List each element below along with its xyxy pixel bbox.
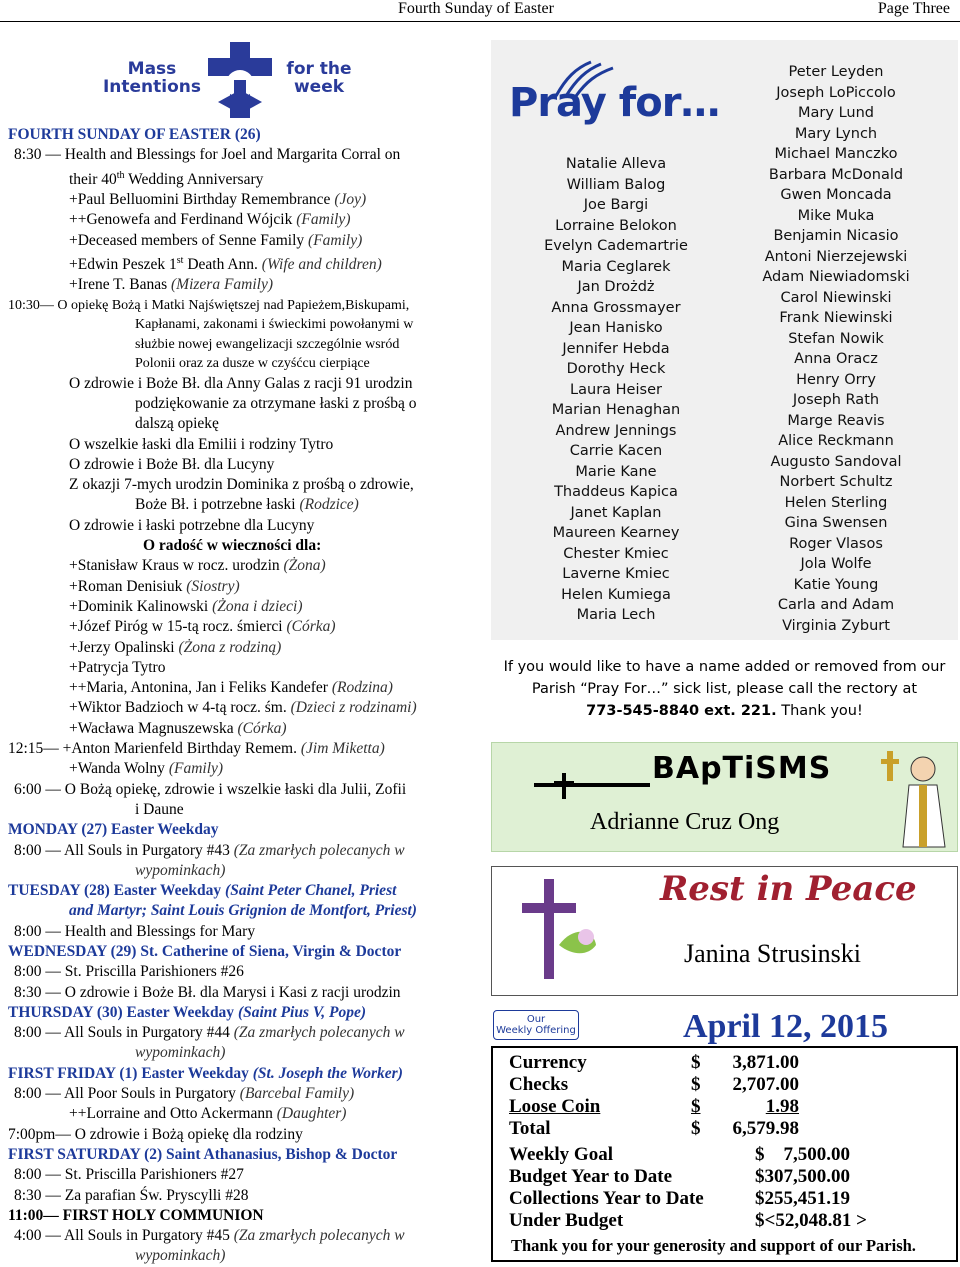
pray-for-name: Benjamin Nicasio xyxy=(773,228,899,244)
mass-intention-line xyxy=(8,759,478,779)
mass-intention-text: 7:00pm— O zdrowie i Bożą opiekę dla rodziny xyxy=(8,1125,303,1143)
pray-for-note xyxy=(491,656,958,722)
mass-intention-line xyxy=(8,922,478,942)
pray-for-name: Helen Kumiega xyxy=(561,586,671,603)
mass-intention-text: +Irene T. Banas xyxy=(69,276,171,294)
offering-date: April 12, 2015 xyxy=(683,1008,888,1045)
mass-intention-text: (Za zmarłych polecanych w xyxy=(233,1227,405,1245)
pray-for-name: Anna Grossmayer xyxy=(551,299,681,316)
mass-intention-text: (Mizera Family) xyxy=(171,276,274,294)
mass-intention-line xyxy=(8,841,478,861)
pray-for-name: Peter Leyden xyxy=(788,64,884,80)
baptisms-panel xyxy=(491,742,958,852)
mass-intention-text: O wszelkie łaski dla Emilii i rodziny Tytro xyxy=(69,435,334,453)
mass-intention-text: (St. Joseph the Worker) xyxy=(252,1064,403,1082)
mass-intention-line xyxy=(8,881,478,901)
mass-intention-line xyxy=(8,901,478,921)
mass-intention-line xyxy=(8,597,478,617)
mass-intention-text: th xyxy=(116,169,125,181)
mass-intention-line xyxy=(8,1023,478,1043)
offering-goal-label: Weekly Goal xyxy=(509,1144,613,1165)
baptisms-title: BApTiSMS xyxy=(652,751,832,786)
page-header xyxy=(0,0,960,22)
pray-for-name: Gwen Moncada xyxy=(780,187,892,203)
mass-intention-text: O zdrowie i Boże Bł. dla Lucyny xyxy=(69,455,275,473)
rest-in-peace-panel xyxy=(491,866,958,996)
offering-goal-label: Budget Year to Date xyxy=(509,1166,673,1187)
logo-left-text: Mass Intentions xyxy=(102,59,202,97)
mass-intention-line xyxy=(8,617,478,637)
mass-intention-text: 10:30— O opiekę Bożą i Matki Najświętszej nad Papieżem,Biskupami, xyxy=(8,297,410,313)
mass-intentions-list xyxy=(8,125,478,1267)
mass-intention-text: (Córka) xyxy=(286,618,336,636)
offering-row-label: Currency xyxy=(509,1052,587,1073)
mass-intention-text: służbie nowej ewangelizacji szczególnie wsród xyxy=(135,336,400,352)
mass-intention-text: 8:00 — St. Priscilla Parishioners #26 xyxy=(14,963,244,981)
pray-for-name: Augusto Sandoval xyxy=(770,453,902,470)
offering-goal-label: Collections Year to Date xyxy=(509,1188,704,1209)
pray-for-name: Adam Niewiadomski xyxy=(762,269,910,285)
mass-intention-line xyxy=(8,678,478,698)
mass-intention-line xyxy=(8,1165,478,1185)
pray-for-name: Maria Ceglarek xyxy=(561,258,671,275)
mass-intention-text: 8:30 — Health and Blessings for Joel and Margarita Corral on xyxy=(14,146,401,164)
pray-for-name: Janet Kaplan xyxy=(570,504,662,521)
offering-row-amount: 6,579.98 xyxy=(732,1118,799,1139)
mass-intention-line xyxy=(8,335,478,355)
mass-intention-text: +Edwin Peszek 1 xyxy=(69,256,177,274)
mass-intention-text: ++Lorraine and Otto Ackermann xyxy=(69,1105,277,1123)
mass-intention-line xyxy=(8,577,478,597)
mass-intention-text: (Rodzice) xyxy=(299,496,359,514)
pray-for-name: Mike Muka xyxy=(797,207,875,224)
mass-intention-text: 8:00 — All Souls in Purgatory #43 xyxy=(14,841,234,859)
offering-goal-amount: $ 7,500.00 xyxy=(755,1144,850,1165)
rip-title: Rest in Peace xyxy=(660,869,917,909)
pray-for-name: Marge Reavis xyxy=(787,412,885,429)
mass-intention-line xyxy=(8,1226,478,1246)
pray-for-name: Anna Oracz xyxy=(794,351,878,367)
mass-intention-line xyxy=(8,354,478,374)
mass-intention-text: 8:30 — O zdrowie i Boże Bł. dla Marysi i Kasi z racji urodzin xyxy=(14,983,401,1001)
mass-intention-text: ++Genowefa and Ferdinand Wójcik xyxy=(69,211,297,229)
mass-intention-text: FOURTH SUNDAY OF EASTER (26) xyxy=(8,126,261,143)
pray-for-name: Joe Bargi xyxy=(583,197,649,213)
mass-intention-text: +Jerzy Opalinski xyxy=(69,638,179,656)
offering-row-amount: 1.98 xyxy=(765,1096,799,1117)
mass-intentions-column xyxy=(0,30,485,1265)
offering-goal-label: Under Budget xyxy=(509,1210,624,1231)
mass-intention-line xyxy=(8,414,478,434)
pray-for-name: Jean Hanisko xyxy=(569,320,663,336)
mass-intention-text: +Wacława Magnuszewska xyxy=(69,719,238,737)
mass-intention-line xyxy=(8,1084,478,1104)
offering-row-currency: $ xyxy=(691,1118,701,1139)
pray-for-name: Laverne Kmiec xyxy=(562,566,670,582)
pray-for-name: Joseph LoPiccolo xyxy=(776,84,896,101)
header-title: Fourth Sunday of Easter xyxy=(398,0,554,17)
mass-intention-text: Wedding Anniversary xyxy=(124,170,264,188)
mass-intention-text: (Family) xyxy=(308,231,363,249)
mass-intention-line xyxy=(8,698,478,718)
mass-intention-text: st xyxy=(176,254,184,266)
pray-for-name: Jola Wolfe xyxy=(800,556,872,572)
mass-intention-line xyxy=(8,455,478,475)
mass-intention-line xyxy=(8,1043,478,1063)
mass-intention-text: +Wanda Wolny xyxy=(69,760,169,778)
pray-for-name: Jan Drożdż xyxy=(577,279,655,295)
mass-intention-line xyxy=(8,1206,478,1226)
mass-intention-line xyxy=(8,435,478,455)
mass-intention-text: +Dominik Kalinowski xyxy=(69,597,213,615)
pray-for-name: Laura Heiser xyxy=(570,381,662,398)
pray-note-line1: If you would like to have a name added or removed from our xyxy=(503,659,946,675)
priest-baptizing-icon xyxy=(877,745,955,849)
logo-right-text: for the week xyxy=(286,59,352,97)
mass-intention-text: (Za zmarłych polecanych w xyxy=(233,1024,405,1042)
mass-intention-line xyxy=(8,210,478,230)
mass-intention-text: 8:00 — All Souls in Purgatory #44 xyxy=(14,1024,234,1042)
pray-for-name: Thaddeus Kapica xyxy=(554,484,678,500)
mass-intention-line xyxy=(8,231,478,251)
mass-intention-text: MONDAY (27) Easter Weekday xyxy=(8,821,219,839)
pray-for-name: Stefan Nowik xyxy=(788,330,884,347)
mass-intention-text: (Family) xyxy=(168,760,224,778)
mass-intention-line xyxy=(8,495,478,515)
mass-intention-text: 11:00— FIRST HOLY COMMUNION xyxy=(8,1206,264,1224)
pray-for-name: Helen Sterling xyxy=(784,494,888,511)
offering-goal-amount: $<52,048.81 > xyxy=(755,1210,867,1231)
mass-intention-text: Boże Bł. i potrzebne łaski xyxy=(135,496,300,514)
pray-for-name: Mary Lynch xyxy=(794,125,878,142)
mass-intention-text: (Rodzina) xyxy=(331,679,393,697)
mass-intention-line xyxy=(8,962,478,982)
pray-for-name: Jennifer Hebda xyxy=(562,340,670,357)
offering-row-amount: 2,707.00 xyxy=(732,1074,799,1095)
mass-intention-line xyxy=(8,942,478,962)
mass-intention-line xyxy=(8,145,478,165)
mass-intention-line xyxy=(8,1186,478,1206)
mass-intention-line xyxy=(8,556,478,576)
mass-intention-text: Kapłanami, zakonami i świeckimi powołanymi w xyxy=(135,317,414,333)
mass-intention-line xyxy=(8,1064,478,1084)
offering-thanks: Thank you for your generosity and support of our Parish. xyxy=(511,1236,916,1255)
mass-intention-line xyxy=(8,1145,478,1165)
pray-for-name: Carrie Kacen xyxy=(569,443,663,459)
pray-for-name: Barbara McDonald xyxy=(768,166,904,183)
pray-for-name: Roger Vlasos xyxy=(789,535,883,552)
mass-intention-line xyxy=(8,1246,478,1266)
mass-intention-text: Death Ann. xyxy=(183,256,262,274)
pray-for-name: Dorothy Heck xyxy=(566,361,666,377)
pray-for-name: Carla and Adam xyxy=(777,597,895,613)
mass-intention-text: wypominkach) xyxy=(135,1044,226,1062)
offering-table xyxy=(491,1046,958,1262)
baptism-name: Adrianne Cruz Ong xyxy=(590,809,780,835)
pray-for-name: Henry Orry xyxy=(796,371,876,388)
weekly-offering-panel xyxy=(491,1004,958,1262)
mass-intention-text: (Family) xyxy=(296,211,351,229)
pray-for-panel xyxy=(491,40,958,640)
mass-intention-text: +Roman Denisiuk xyxy=(69,577,187,595)
mass-intention-text: FIRST FRIDAY (1) Easter Weekday xyxy=(8,1064,253,1082)
mass-intention-text: (Żona z rodziną) xyxy=(178,638,282,656)
pray-for-name: Lorraine Belokon xyxy=(555,217,677,234)
mass-intention-text: O zdrowie i Boże Bł. dla Anny Galas z racji 91 urodzin xyxy=(69,374,413,392)
mass-intention-line xyxy=(8,719,478,739)
mass-intention-line xyxy=(8,820,478,840)
pray-for-name: Natalie Alleva xyxy=(565,156,667,172)
pray-for-name: Marie Kane xyxy=(575,463,657,480)
mass-intention-text: (Żona i dzieci) xyxy=(212,597,303,615)
baptism-cross-icon xyxy=(532,753,652,803)
pray-note-line2: Parish “Pray For…” sick list, please call the rectory at xyxy=(531,681,918,697)
mass-intention-text: Polonii oraz za dusze w czyśćcu cierpiące xyxy=(135,356,370,372)
mass-intention-line xyxy=(8,125,478,145)
mass-intention-text: ++Maria, Antonina, Jan i Feliks Kandefer xyxy=(69,679,332,697)
mass-intention-text: (Saint Pius V, Pope) xyxy=(237,1003,366,1021)
offering-row-currency: $ xyxy=(691,1096,701,1117)
mass-intention-line xyxy=(8,638,478,658)
mass-intention-text: +Stanisław Kraus w rocz. urodzin xyxy=(69,557,284,575)
mass-intention-text: 4:00 — All Souls in Purgatory #45 xyxy=(14,1227,234,1245)
mass-intention-text: (Za zmarłych polecanych w xyxy=(233,841,405,859)
mass-intention-text: (Jim Miketta) xyxy=(300,740,385,758)
mass-intention-text: 8:00 — Health and Blessings for Mary xyxy=(14,922,256,940)
mass-cross-icon xyxy=(204,40,276,120)
mass-intention-text: (Dzieci z rodzinami) xyxy=(290,699,417,717)
pray-for-name: Carol Niewinski xyxy=(780,289,892,306)
mass-intention-text: +Patrycja Tytro xyxy=(69,658,166,676)
mass-intention-text: (Joy) xyxy=(334,191,367,209)
pray-for-name: Virginia Zyburt xyxy=(782,617,890,634)
mass-intention-text: i Daune xyxy=(135,800,184,818)
rectory-phone: 773-545-8840 ext. 221. xyxy=(586,703,777,719)
mass-intention-text: WEDNESDAY (29) St. Catherine of Siena, Virgin & Doctor xyxy=(8,943,402,960)
pray-for-name: Evelyn Cademartrie xyxy=(544,238,688,254)
mass-intention-line xyxy=(8,374,478,394)
mass-intention-text: (Wife and children) xyxy=(261,256,382,274)
pray-list-left xyxy=(531,154,701,626)
mass-intention-text: 8:00 — St. Priscilla Parishioners #27 xyxy=(14,1166,244,1184)
pray-for-name: Michael Manczko xyxy=(774,146,898,162)
mass-intention-text: FIRST SATURDAY (2) Saint Athanasius, Bishop & Doctor xyxy=(8,1145,398,1163)
mass-intention-line xyxy=(8,1104,478,1124)
mass-intention-text: +Józef Piróg w 15-tą rocz. śmierci xyxy=(69,618,287,636)
mass-intention-text: +Wiktor Badzioch w 4-tą rocz. śm. xyxy=(69,699,291,717)
weekly-offering-badge xyxy=(493,1010,579,1040)
pray-for-name: Maureen Kearney xyxy=(552,525,680,541)
offering-row-amount: 3,871.00 xyxy=(732,1052,799,1073)
rip-name: Janina Strusinski xyxy=(684,939,861,968)
mass-intention-line xyxy=(8,658,478,678)
mass-intention-line xyxy=(8,296,478,316)
pray-for-name: Alice Reckmann xyxy=(778,433,894,449)
pray-note-thanks: Thank you! xyxy=(776,703,863,719)
mass-intention-line xyxy=(8,861,478,881)
mass-intention-line xyxy=(8,800,478,820)
mass-intention-text: their 40 xyxy=(69,170,117,188)
mass-intention-text: (Żona) xyxy=(283,557,326,575)
mass-intention-line xyxy=(8,983,478,1003)
pray-for-name: Gina Swensen xyxy=(784,515,888,531)
pray-for-name: Joseph Rath xyxy=(792,392,880,408)
mass-intentions-logo xyxy=(96,40,366,130)
mass-intention-text: THURSDAY (30) Easter Weekday xyxy=(8,1003,238,1021)
mass-intention-text: 12:15— +Anton Marienfeld Birthday Remem. xyxy=(8,740,301,758)
pray-for-name: Mary Lund xyxy=(798,105,874,121)
mass-intention-text: 8:00 — All Poor Souls in Purgatory xyxy=(14,1085,240,1103)
pray-for-name: Maria Lech xyxy=(576,607,656,623)
offering-row-label: Checks xyxy=(509,1074,569,1095)
mass-intention-line xyxy=(8,475,478,495)
mass-intention-text: wypominkach) xyxy=(135,1247,226,1265)
mass-intention-text: and Martyr; Saint Louis Grignion de Montfort, Priest) xyxy=(69,902,417,920)
mass-intention-text: O radość w wieczności dla: xyxy=(143,537,322,555)
mass-intention-text: Z okazji 7-mych urodzin Dominika z prośbą o zdrowie, xyxy=(69,476,414,494)
offering-row-label: Total xyxy=(509,1118,551,1139)
mass-intention-line xyxy=(8,251,478,275)
badge-bottom: Weekly Offering xyxy=(496,1025,576,1036)
mass-intention-text: 6:00 — O Bożą opiekę, zdrowie i wszelkie łaski dla Julii, Zofii xyxy=(14,780,407,798)
mass-intention-line xyxy=(8,275,478,295)
page-number: Page Three xyxy=(877,0,950,17)
mass-intention-line xyxy=(8,516,478,536)
mass-intention-line xyxy=(8,394,478,414)
mass-intention-text: dalszą opiekę xyxy=(135,415,219,433)
offering-goal-amount: $307,500.00 xyxy=(755,1166,850,1187)
mass-intention-text: TUESDAY (28) Easter Weekday xyxy=(8,882,226,900)
badge-top: Our xyxy=(526,1014,546,1025)
mass-intention-text: (Saint Peter Chanel, Priest xyxy=(225,882,397,900)
offering-row-label: Loose Coin xyxy=(509,1096,601,1117)
pray-for-name: Marian Henaghan xyxy=(551,402,681,418)
pray-for-title: Pray for… xyxy=(509,80,720,126)
mass-intention-text: (Daughter) xyxy=(276,1105,347,1123)
mass-intention-text: O zdrowie i łaski potrzebne dla Lucyny xyxy=(69,516,315,534)
pray-for-name: William Balog xyxy=(566,176,666,193)
pray-for-name: Andrew Jennings xyxy=(555,422,677,439)
mass-intention-text: (Córka) xyxy=(237,719,287,737)
mass-intention-line xyxy=(8,1003,478,1023)
pray-for-name: Frank Niewinski xyxy=(779,310,893,326)
mass-intention-line xyxy=(8,780,478,800)
mass-intention-line xyxy=(8,536,478,556)
mass-intention-text: wypominkach) xyxy=(135,861,226,879)
pray-list-right xyxy=(746,62,926,636)
pray-for-name: Antoni Nierzejewski xyxy=(764,248,908,265)
mass-intention-text: 8:30 — Za parafian Św. Pryscylli #28 xyxy=(14,1186,249,1204)
mass-intention-text: podziękowanie za otrzymane łaski z prośbą o xyxy=(135,394,417,412)
mass-intention-text: (Siostry) xyxy=(186,577,240,595)
mass-intention-line xyxy=(8,1125,478,1145)
mass-intention-text: (Barcebal Family) xyxy=(239,1085,355,1103)
mass-intention-line xyxy=(8,739,478,759)
offering-row-currency: $ xyxy=(691,1074,701,1095)
pray-for-name: Chester Kmiec xyxy=(563,545,669,562)
mass-intention-text: +Paul Belluomini Birthday Remembrance xyxy=(69,191,335,209)
rip-cross-lily-icon xyxy=(504,875,604,987)
mass-intention-line xyxy=(8,190,478,210)
pray-for-name: Norbert Schultz xyxy=(779,474,893,490)
offering-goal-amount: $255,451.19 xyxy=(755,1188,850,1209)
mass-intention-line xyxy=(8,166,478,190)
mass-intention-line xyxy=(8,315,478,335)
pray-for-name: Katie Young xyxy=(793,576,879,593)
offering-row-currency: $ xyxy=(691,1052,701,1073)
mass-intention-text: +Deceased members of Senne Family xyxy=(69,231,309,249)
